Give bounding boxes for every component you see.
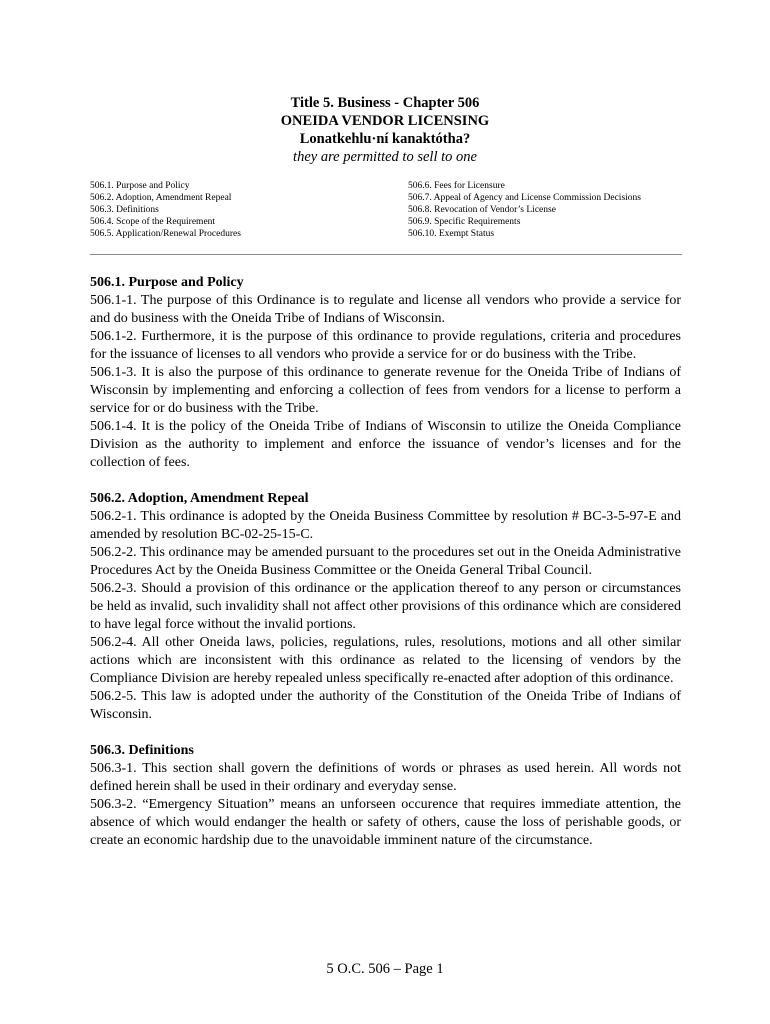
toc-item: 506.4. Scope of the Requirement: [90, 217, 216, 227]
toc-left-column: [90, 180, 241, 240]
paragraph: 506.1-2. Furthermore, it is the purpose of this ordinance to provide regulations, criteria and procedures for the issuance of licenses to all vendors who provide a service for or do business with the Tribe.: [90, 329, 681, 362]
toc-item: 506.9. Specific Requirements: [408, 217, 521, 227]
toc-item: 506.2. Adoption, Amendment Repeal: [90, 193, 232, 203]
paragraph: 506.2-3. Should a provision of this ordinance or the application thereof to any person or circumstances be held as invalid, such invalidity shall not affect other provisions of this ordinance which are considered to have legal force without the invalid portions.: [90, 581, 681, 632]
toc-item: 506.8. Revocation of Vendor’s License: [408, 205, 556, 215]
paragraph: 506.2-2. This ordinance may be amended pursuant to the procedures set out in the Oneida Administrative Procedures Act by the Oneida Business Committee or the Oneida General Tribal Council.: [90, 545, 681, 578]
chapter-subtitle: ONEIDA VENDOR LICENSING: [280, 113, 490, 129]
toc-item: 506.10. Exempt Status: [408, 229, 495, 239]
paragraph: 506.2-5. This law is adopted under the authority of the Constitution of the Oneida Tribe of Indians of Wisconsin.: [90, 689, 681, 722]
paragraph: 506.1-3. It is also the purpose of this ordinance to generate revenue for the Oneida Tribe of Indians of Wisconsin by implementing and enforcing a collection of fees from vendors for a license to perform a service for or do business with the Tribe.: [90, 365, 681, 416]
header-divider: [90, 254, 682, 255]
toc-item: 506.1. Purpose and Policy: [90, 181, 190, 191]
document-body: [90, 274, 681, 868]
toc-item: 506.5. Application/Renewal Procedures: [90, 229, 241, 239]
oneida-translation: they are permitted to sell to one: [293, 149, 477, 165]
section-title: 506.2. Adoption, Amendment Repeal: [90, 491, 309, 506]
section-title: 506.1. Purpose and Policy: [90, 275, 244, 290]
page-footer: 5 O.C. 506 – Page 1: [326, 961, 444, 977]
paragraph: 506.1-1. The purpose of this Ordinance is to regulate and license all vendors who provide a service for and do business with the Oneida Tribe of Indians of Wisconsin.: [90, 293, 681, 326]
section-title: 506.3. Definitions: [90, 743, 194, 758]
section-adoption-amendment: [90, 490, 681, 724]
oneida-name: Lonatkehlu·ní kanaktótha?: [299, 131, 471, 147]
toc-right-column: [408, 180, 641, 240]
paragraph: 506.2-4. All other Oneida laws, policies, regulations, rules, resolutions, motions and all other similar actions which are inconsistent with this ordinance as related to the licensing of vendors by the Compliance Division are hereby repealed unless specifically re-enacted after adoption of this ordinance.: [90, 635, 681, 686]
section-definitions: [90, 742, 681, 850]
paragraph: 506.1-4. It is the policy of the Oneida Tribe of Indians of Wisconsin to utilize the Oneida Compliance Division as the authority to implement and enforce the issuance of vendor’s licenses and for the collection of fees.: [90, 419, 681, 470]
document-header: [0, 94, 770, 166]
paragraph: 506.3-2. “Emergency Situation” means an unforseen occurence that requires immediate attention, the absence of which would endanger the health or safety of others, cause the loss of perishable goods, or create an economic hardship due to the unavoidable imminent nature of the circumstance.: [90, 797, 681, 848]
paragraph: 506.2-1. This ordinance is adopted by the Oneida Business Committee by resolution # BC-3-5-97-E and amended by resolution BC-02-25-15-C.: [90, 509, 681, 542]
toc-item: 506.7. Appeal of Agency and License Commission Decisions: [408, 193, 641, 203]
section-purpose-policy: [90, 274, 681, 472]
paragraph: 506.3-1. This section shall govern the definitions of words or phrases as used herein. All words not defined herein shall be used in their ordinary and everyday sense.: [90, 761, 681, 794]
chapter-title: Title 5. Business - Chapter 506: [290, 95, 480, 111]
toc-item: 506.3. Definitions: [90, 205, 159, 215]
toc-item: 506.6. Fees for Licensure: [408, 181, 505, 191]
